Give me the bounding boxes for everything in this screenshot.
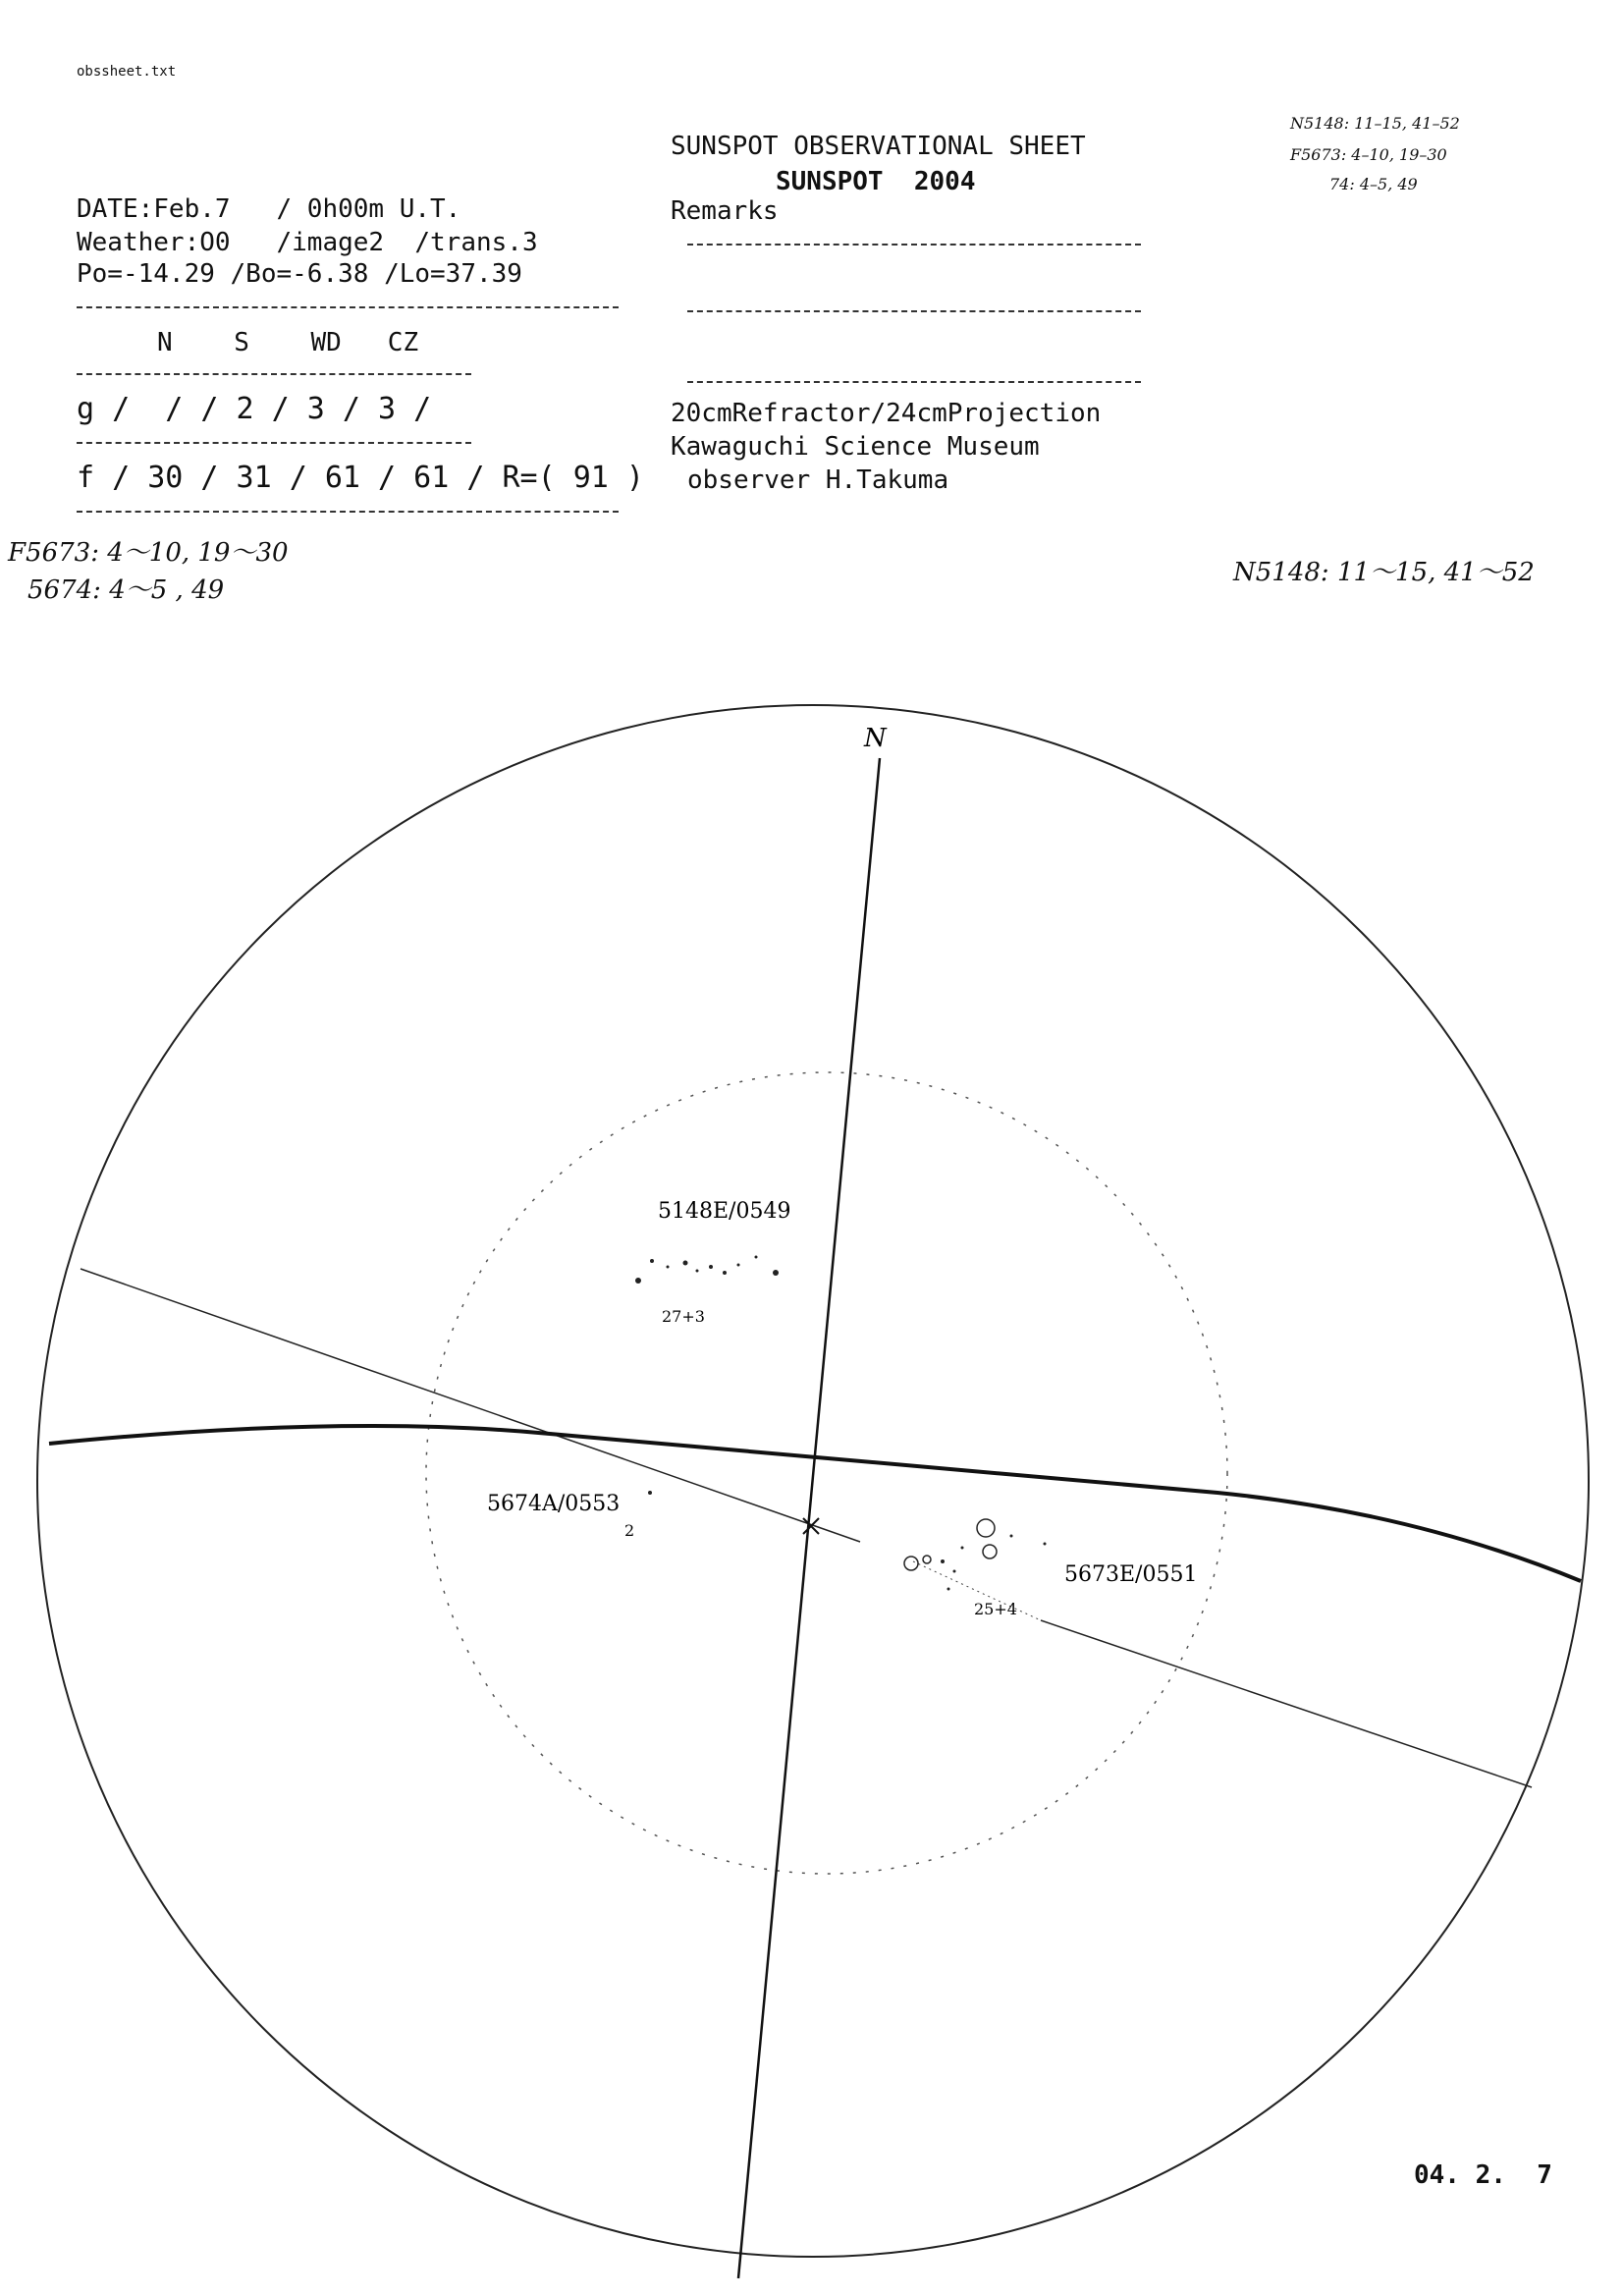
sunspot bbox=[737, 1264, 740, 1267]
group-label: 5674A/0553 bbox=[487, 1492, 621, 1516]
params-line: Po=-14.29 /Bo=-6.38 /Lo=37.39 bbox=[77, 259, 522, 289]
sheet-title: SUNSPOT OBSERVATIONAL SHEET bbox=[671, 132, 1086, 161]
sunspot bbox=[755, 1256, 758, 1259]
sunspot bbox=[923, 1556, 931, 1563]
sunspot bbox=[947, 1588, 950, 1591]
sunspot bbox=[1044, 1543, 1047, 1546]
table-f-row: f / 30 / 31 / 61 / 61 / R=( 91 ) bbox=[77, 461, 644, 495]
sunspot bbox=[696, 1270, 699, 1273]
sunspot bbox=[773, 1270, 779, 1276]
left-note: F5673: 4～10, 19～30 bbox=[8, 538, 289, 568]
axis-line bbox=[81, 1269, 860, 1542]
sunspot bbox=[723, 1271, 727, 1275]
top-right-note: N5148: 11–15, 41–52 bbox=[1290, 114, 1460, 133]
sunspot-cluster bbox=[941, 1535, 1047, 1591]
table-column-header: N S WD CZ bbox=[157, 328, 419, 357]
sunspot bbox=[648, 1491, 652, 1495]
sunspot bbox=[635, 1278, 641, 1284]
group-count: 2 bbox=[624, 1521, 635, 1540]
sunspot bbox=[683, 1261, 688, 1266]
file-label: obssheet.txt bbox=[77, 64, 177, 80]
sunspot bbox=[709, 1265, 713, 1269]
sunspot-cluster bbox=[635, 1256, 779, 1285]
weather-line: Weather:O0 /image2 /trans.3 bbox=[77, 228, 538, 257]
sunspot-cluster bbox=[904, 1519, 997, 1570]
top-right-note: 74: 4–5, 49 bbox=[1329, 175, 1418, 193]
observer-line: observer H.Takuma bbox=[687, 465, 949, 495]
group-count: 27+3 bbox=[662, 1307, 705, 1326]
sunspot bbox=[953, 1570, 956, 1573]
right-note: N5148: 11～15, 41～52 bbox=[1233, 558, 1535, 587]
date-line: DATE:Feb.7 / 0h00m U.T. bbox=[77, 194, 461, 224]
table-g-row: g / / / 2 / 3 / 3 / bbox=[77, 392, 432, 426]
remarks-label: Remarks bbox=[671, 196, 779, 226]
north-mark: N bbox=[864, 724, 887, 753]
top-right-note: F5673: 4–10, 19–30 bbox=[1290, 145, 1447, 164]
sunspot bbox=[1010, 1535, 1013, 1538]
instrument-line: 20cmRefractor/24cmProjection bbox=[671, 399, 1102, 428]
axis-line bbox=[1041, 1620, 1532, 1787]
group-count: 25+4 bbox=[974, 1600, 1017, 1618]
north-south-axis bbox=[738, 758, 880, 2278]
museum-line: Kawaguchi Science Museum bbox=[671, 432, 1040, 462]
sunspot bbox=[650, 1259, 654, 1263]
sunspot bbox=[904, 1557, 918, 1570]
inner-circle bbox=[426, 1072, 1227, 1874]
sunspot bbox=[961, 1547, 964, 1550]
sunspot bbox=[977, 1519, 995, 1537]
sunspot bbox=[941, 1559, 945, 1563]
left-note: 5674: 4～5 , 49 bbox=[27, 575, 225, 605]
group-label: 5673E/0551 bbox=[1064, 1562, 1198, 1587]
sunspot bbox=[983, 1545, 997, 1558]
sunspot bbox=[667, 1266, 670, 1269]
sheet-subtitle: SUNSPOT 2004 bbox=[776, 167, 976, 196]
footer-date: 04. 2. 7 bbox=[1414, 2160, 1552, 2190]
group-label: 5148E/0549 bbox=[658, 1199, 791, 1224]
